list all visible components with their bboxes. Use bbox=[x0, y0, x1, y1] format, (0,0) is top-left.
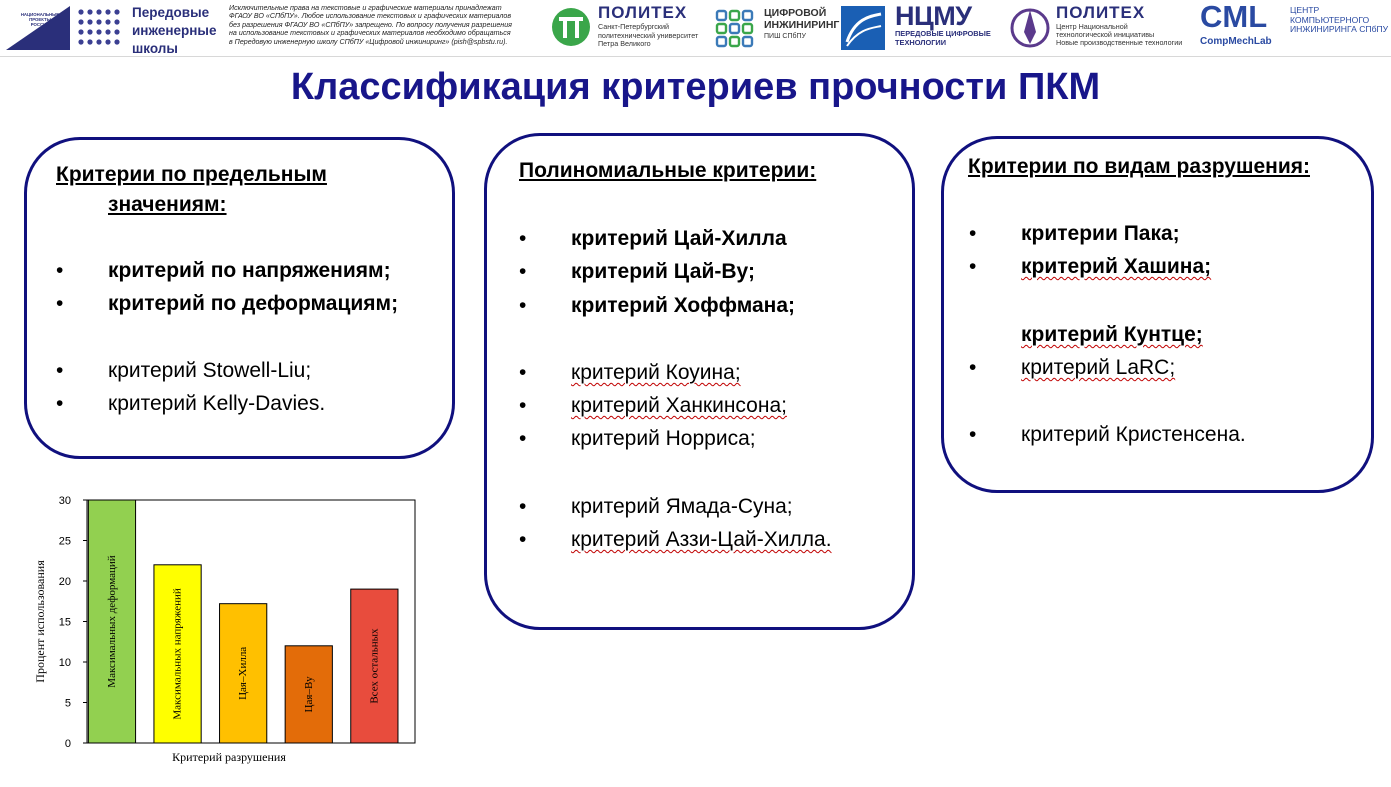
box-heading: значениям: bbox=[108, 193, 227, 216]
np-logo-line: РОССИИ bbox=[30, 22, 50, 27]
bullet: • bbox=[56, 259, 64, 282]
list-item-text: критерий Коуина; bbox=[571, 361, 741, 384]
list-item-text: критерий Хашина; bbox=[1021, 255, 1212, 278]
failure-criteria-usage-chart bbox=[30, 492, 430, 772]
list-item-text: критерий Кунтце; bbox=[1021, 323, 1203, 346]
bullet: • bbox=[56, 292, 64, 315]
copyright-line: ФГАОУ ВО «СПбПУ». Любое использование текстовых и графических материалов bbox=[229, 12, 512, 21]
list-item-text: критерий Цай-Ву; bbox=[571, 260, 755, 283]
copyright-line: Исключительные права на текстовые и графические материалы принадлежат bbox=[229, 4, 502, 12]
polytech-title: ПОЛИТЕХ bbox=[1056, 3, 1146, 22]
polytech-line: Санкт-Петербургский bbox=[598, 22, 669, 31]
polytech-line: Центр Национальной bbox=[1056, 22, 1128, 31]
bullet: • bbox=[969, 255, 977, 278]
polytech-line: политехнический университет bbox=[598, 30, 699, 40]
logo-header bbox=[0, 0, 1391, 57]
box-heading: Полиномиальные критерии: bbox=[519, 159, 817, 182]
y-tick-label: 0 bbox=[64, 738, 71, 750]
list-item-text: критерий Хоффмана; bbox=[571, 294, 796, 317]
y-tick-label: 15 bbox=[58, 616, 71, 629]
polytech-pi-icon bbox=[551, 7, 591, 47]
polytech-nti-logo bbox=[1056, 3, 1182, 48]
bullet: • bbox=[519, 227, 527, 250]
pis-dots-logo bbox=[77, 8, 123, 48]
cml-logo: CML bbox=[1200, 0, 1268, 34]
polytech-university-logo bbox=[598, 3, 698, 49]
np-logo-line: НАЦИОНАЛЬНЫЕ bbox=[20, 12, 60, 17]
cml-line: ЦЕНТР bbox=[1290, 5, 1320, 15]
bullet: • bbox=[519, 427, 527, 450]
slide-title: Классификация критериев прочности ПКМ bbox=[290, 66, 1101, 108]
y-tick-label: 25 bbox=[58, 535, 71, 548]
bullet: • bbox=[969, 222, 977, 245]
ncmu-line: ПЕРЕДОВЫЕ ЦИФРОВЫЕ bbox=[895, 29, 991, 38]
ncmu-title: НЦМУ bbox=[895, 1, 972, 31]
cifr-line: ИНЖИНИРИНГ bbox=[764, 18, 840, 31]
bullet: • bbox=[519, 361, 527, 384]
list-item-text: критерий Stowell-Liu; bbox=[108, 359, 312, 382]
bullet: • bbox=[969, 356, 977, 379]
pis-name-line: Передовые bbox=[132, 5, 210, 20]
copyright-line: в Передовую инженерную школу СПбПУ «Цифровой инжиниринг» (pish@spbstu.ru). bbox=[229, 37, 508, 46]
list-item-text: критерий Цай-Хилла bbox=[571, 227, 787, 250]
list-item-text: критерий Ямада-Суна; bbox=[571, 495, 793, 518]
polytech-line: технологической инициативы bbox=[1056, 30, 1155, 40]
national-projects-logo bbox=[6, 6, 70, 50]
cml-subtitle: CompMechLab bbox=[1200, 36, 1272, 47]
ncmu-line: ТЕХНОЛОГИИ bbox=[895, 37, 947, 47]
cml-line: КОМПЬЮТЕРНОГО bbox=[1290, 14, 1370, 25]
pis-name bbox=[132, 4, 216, 58]
bullet: • bbox=[56, 392, 64, 415]
digital-engineering-grid-icon bbox=[715, 9, 755, 49]
np-logo-line: ПРОЕКТЫ bbox=[29, 17, 51, 22]
bullet: • bbox=[969, 423, 977, 446]
bullet: • bbox=[519, 528, 527, 551]
ncmu-logo bbox=[895, 2, 991, 47]
y-tick-label: 5 bbox=[64, 697, 71, 710]
list-item-text: критерии Пака; bbox=[1021, 222, 1180, 245]
pis-name-line: школы bbox=[132, 41, 178, 56]
bullet: • bbox=[519, 260, 527, 283]
x-axis-label: Критерий разрушения bbox=[172, 750, 286, 764]
polytech-line: Петра Великого bbox=[598, 39, 651, 48]
bullet: • bbox=[519, 294, 527, 317]
list-item-text: критерий по деформациям; bbox=[108, 292, 399, 315]
bar-label: Максимальных деформаций bbox=[105, 555, 118, 688]
list-item-text: критерий по напряжениям; bbox=[108, 259, 391, 282]
bar-label: Цая–Ву bbox=[302, 676, 315, 713]
cifr-sub: ПИШ СПбПУ bbox=[764, 33, 806, 40]
list-item-text: критерий Аззи-Цай-Хилла. bbox=[571, 528, 832, 551]
bullet: • bbox=[56, 359, 64, 382]
list-item-text: критерий Норриса; bbox=[571, 427, 756, 450]
y-tick-label: 10 bbox=[58, 657, 71, 669]
polytech-line: Новые производственные технологии bbox=[1056, 38, 1183, 48]
pis-name-line: инженерные bbox=[132, 23, 217, 38]
polytech-title: ПОЛИТЕХ bbox=[598, 3, 688, 22]
cifr-line: ЦИФРОВОЙ bbox=[764, 7, 827, 19]
list-item-text: критерий Kelly-Davies. bbox=[108, 392, 326, 415]
y-tick-label: 30 bbox=[58, 495, 71, 507]
ncmu-icon bbox=[841, 6, 885, 50]
box-heading: Критерии по видам разрушения: bbox=[968, 155, 1310, 178]
nti-rocket-icon bbox=[1010, 6, 1050, 50]
copyright-line: на использование текстовых и графических материалов необходимо обращаться bbox=[229, 29, 511, 38]
y-tick-label: 20 bbox=[58, 576, 71, 588]
cml-center-name bbox=[1290, 6, 1388, 35]
digital-engineering-logo bbox=[764, 8, 839, 43]
box-heading: Критерии по предельным bbox=[56, 163, 327, 186]
list-item-text: критерий Кристенсена. bbox=[1021, 423, 1246, 446]
list-item-text: критерий Ханкинсона; bbox=[571, 394, 787, 417]
bar-label: Всех остальных bbox=[368, 628, 381, 704]
copyright-notice bbox=[229, 4, 547, 46]
bar-label: Максимальных напряжений bbox=[171, 588, 184, 720]
bar-label: Цая–Хилла bbox=[237, 646, 250, 700]
copyright-line: без разрешения ФГАОУ ВО «СПбПУ» запрещено. По вопросу получения разрешения bbox=[229, 20, 512, 29]
y-axis-label: Процент использования bbox=[33, 560, 47, 683]
bullet: • bbox=[519, 394, 527, 417]
cml-line: ИНЖИНИРИНГА СПбПУ bbox=[1290, 24, 1389, 35]
list-item-text: критерий LaRC; bbox=[1021, 356, 1176, 379]
bullet: • bbox=[519, 495, 527, 518]
